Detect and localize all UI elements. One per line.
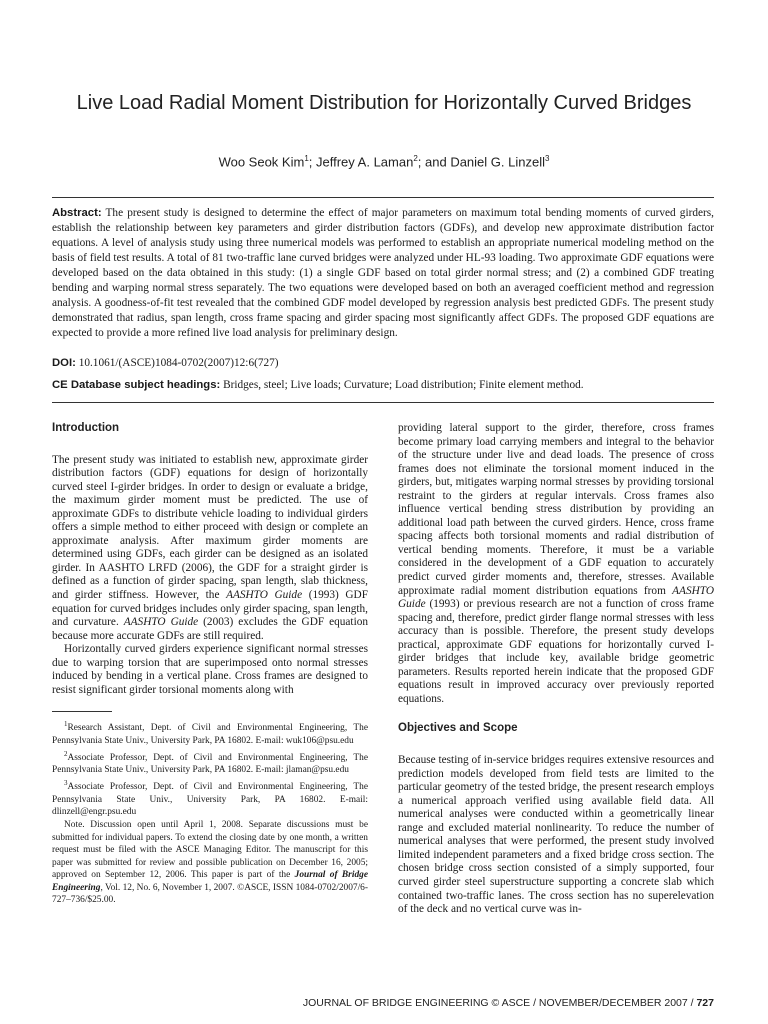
- author-affil-marker: 3: [544, 154, 550, 163]
- section-gap: [398, 706, 714, 722]
- paper-title: Live Load Radial Moment Distribution for Horizontally Curved Bridges: [76, 92, 692, 114]
- footnote: [52, 748, 368, 777]
- subject-headings: [52, 379, 714, 391]
- abstract-text: The present study is designed to determine the effect of major parameters on maximum total bending moments of curved girders, establish the relationship between key parameters and girder distribution factors (GDFs), and develop new approximate distribution factor equations. A level of analysis study using three numerical models was performed to establish an appropriate numerical modeling method on the basis of field test results. A total of 81 two-traffic lane curved bridges were analyzed under HL-93 loading. Two approximate GDF equations were developed based on the data obtained in this study: (1) a single GDF based on total girder normal stress; and (2) a combined GDF treating bending and warping normal stress separately. The two equations were developed based on both an averaged coefficient method and regression analysis. A goodness-of-fit test revealed that the combined GDF model developed by regression analysis best predicted GDFs. The present study demonstrated that radius, span length, cross frame spacing and girder spacing most significantly affect GDFs. The proposed GDF equations are expected to provide a more refined live load analysis for preliminary design.: [52, 207, 714, 340]
- doi-label: DOI:: [52, 357, 76, 369]
- right-column: [398, 422, 714, 917]
- section-heading-objectives: Objectives and Scope: [398, 722, 518, 735]
- author-separator: ; and: [417, 154, 451, 170]
- footer-journal: JOURNAL OF BRIDGE ENGINEERING © ASCE / NOVEMBER/DECEMBER 2007 /: [302, 997, 697, 1009]
- author-affil-marker: 1: [304, 154, 309, 163]
- footnote-text: Research Assistant, Dept. of Civil and Environmental Engineering, The Pennsylvania State Univ., University Park, PA 16802. E-mail: wuk106@psu.edu: [52, 723, 368, 747]
- footnote-divider: [52, 711, 112, 712]
- footnote-marker: 1: [64, 720, 68, 729]
- author-separator: ;: [308, 154, 316, 170]
- subject-value: Bridges, steel; Live loads; Curvature; Load distribution; Finite element method.: [223, 379, 584, 391]
- page-number: 727: [696, 997, 714, 1009]
- citation-italic: AASHTO Guide: [398, 584, 714, 611]
- footnote: [52, 777, 368, 819]
- paragraph-text: (2003) excludes the GDF equation because more accurate GDFs are still required.: [52, 616, 369, 642]
- doi-value: 10.1061/(ASCE)1084-0702(2007)12:6(727): [78, 357, 279, 369]
- author-name: Woo Seok Kim: [218, 154, 305, 170]
- note-text: Note. Discussion open until April 1, 2008. Separate discussions must be submitted for individual papers. To extend the closing date by one month, a written request must be filed with the ASCE Managing Editor. The manuscript for this paper was submitted for review and possible publication on December 16, 2005; approved on September 12, 2006. This paper is part of the: [52, 819, 368, 881]
- footnote-text: Associate Professor, Dept. of Civil and Environmental Engineering, The Pennsylvania State Univ., University Park, PA 16802. E-mail: dlinzell@engr.psu.edu: [52, 782, 368, 818]
- citation-italic: AASHTO Guide: [226, 589, 303, 602]
- body-paragraph: Because testing of in-service bridges requires extensive resources and prediction models developed from field tests are limited to the particular geometry of the tested bridge, the present research employs a numerical approach verified using available field data. All numerical analyses were conducted within a geometrically linear range and excluded material nonlinearity. To reduce the number of numerical analyses that were performed, the present study involved limited independent parameters and a fixed bridge cross section. The chosen bridge cross section consisted of a simply supported, four curved girder steel superstructure supporting a concrete slab which contained two-traffic lanes. The cross section has no superelevation of the deck and no vertical curve was in-: [398, 754, 714, 916]
- author-affil-marker: 2: [413, 154, 418, 163]
- paragraph-text: (1993) GDF equation for curved bridges includes only girder spacing, span length, and curvature.: [52, 589, 368, 629]
- paragraph-text: (1993) or previous research are not a function of cross frame spacing and, therefore, predict girder flange normal stresses with less accuracy than is possible. Therefore, the present study develops practical, approximate GDF equations for horizontally curved I-girder bridges that include key, available bridge geometric parameters. Results reported herein indicate that the proposed GDF equations result in improved accuracy over previously reported equations.: [398, 598, 714, 705]
- publication-note: [52, 819, 368, 907]
- abstract: [52, 206, 714, 341]
- page-footer: [303, 997, 714, 1009]
- author-name: Jeffrey A. Laman: [316, 154, 414, 170]
- body-paragraph: [52, 454, 368, 644]
- abstract-divider: [52, 402, 714, 403]
- citation-italic: AASHTO Guide: [123, 616, 199, 629]
- paragraph-text: providing lateral support to the girder, therefore, cross frames become primary load carrying members and integral to the behavior of the structure under live and dead loads. The presence of cross frames does not eliminate the torsional moment induced in the girders, but, mitigates warping normal stresses by providing torsional restraint to the girders at regular intervals. Cross frames also influence vertical bending stress distribution by providing an additional load path between the curved girders. Hence, cross frame spacing affects both torsional moments and radial distribution of vertical bending moments. Therefore, it must be a variable considered in the development of a GDF equation to accurately predict curved girder moments and, therefore, stresses. Available approximate radial moment distribution equations from: [398, 422, 714, 597]
- footnote-marker: 2: [64, 749, 68, 758]
- note-text: , Vol. 12, No. 6, November 1, 2007. ©ASCE, ISSN 1084-0702/2007/6-727–736/$25.00.: [52, 882, 368, 906]
- abstract-label: Abstract:: [52, 207, 102, 219]
- subject-label: CE Database subject headings:: [52, 379, 221, 391]
- body-paragraph: Horizontally curved girders experience significant normal stresses due to warping torsion that are superimposed onto normal stresses induced by bending in a vertical plane. Cross frames are designed to resist significant girder torsional moments along with: [52, 643, 368, 696]
- author-name: Daniel G. Linzell: [450, 154, 545, 170]
- author-list: [40, 154, 728, 169]
- footnote-text: Associate Professor, Dept. of Civil and Environmental Engineering, The Pennsylvania State Univ., University Park, PA 16802. E-mail: jlaman@psu.edu: [52, 752, 368, 776]
- doi-line: [52, 357, 714, 369]
- footnote: [52, 718, 368, 747]
- left-column: [52, 422, 368, 907]
- section-heading-introduction: Introduction: [52, 422, 120, 434]
- footnote-marker: 3: [64, 779, 68, 788]
- journal-name: Journal of Bridge Engineering: [52, 870, 368, 893]
- header-divider: [52, 197, 714, 198]
- paragraph-text: The present study was initiated to establish new, approximate girder distribution factors (GDF) equations for design of horizontally curved steel I-girder bridges. In order to design or evaluate a bridge, the maximum girder moment must be predicted. The use of approximate GDFs to distribute vehicle loading to individual girders offers a simple method to either proceed with design or complete an approximate analysis. After maximum girder moments are determined using GDFs, each girder can be designed as an isolated girder. In AASHTO LRFD (2006), the GDF for a straight girder is defined as a function of girder spacing, span length, slab thickness, and girder stiffness. However, the: [52, 453, 368, 602]
- body-paragraph: [398, 422, 714, 706]
